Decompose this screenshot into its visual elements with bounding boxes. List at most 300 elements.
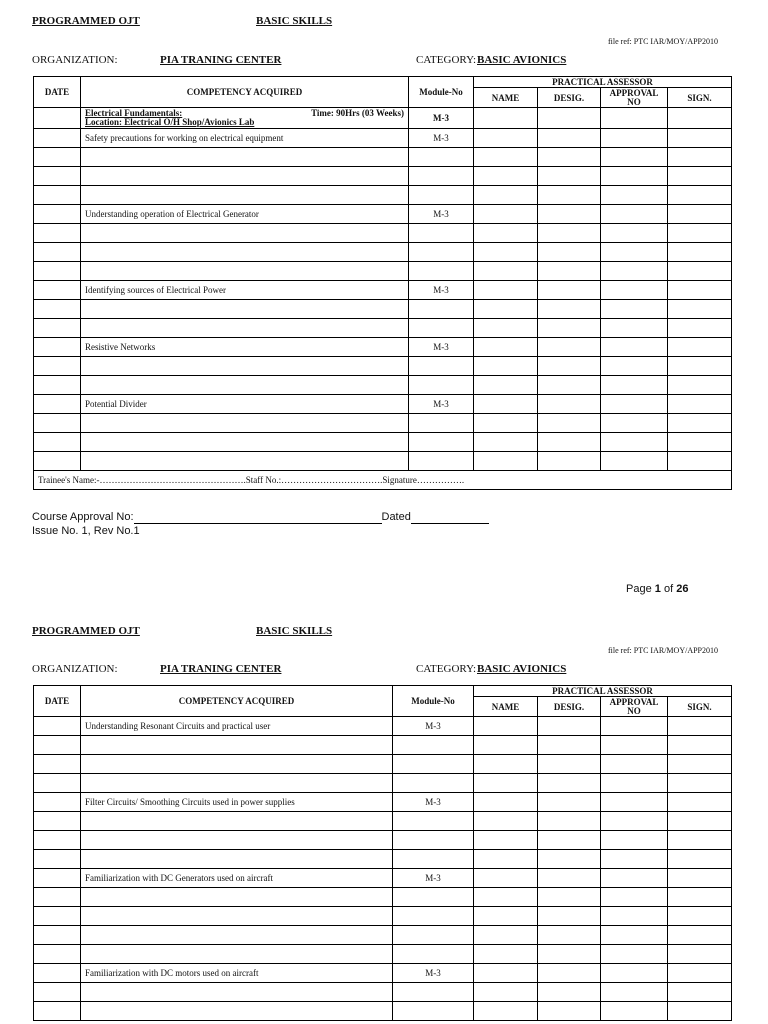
competency-cell: Potential Divider xyxy=(81,395,409,414)
signature-cell xyxy=(668,433,732,452)
date-cell xyxy=(34,186,81,205)
section-location: Location: Electrical O/H Shop/Avionics Lab xyxy=(85,117,255,127)
table-row xyxy=(34,148,732,167)
skills-title: BASIC SKILLS xyxy=(256,15,333,27)
signature-cell xyxy=(668,129,732,148)
competency-cell xyxy=(81,1002,393,1021)
date-cell xyxy=(34,224,81,243)
competency-cell xyxy=(81,850,393,869)
approval-no-cell xyxy=(601,869,668,888)
assessor-name-cell xyxy=(474,262,538,281)
module-cell xyxy=(393,983,474,1002)
module-cell xyxy=(393,774,474,793)
desig-header: DESIG. xyxy=(538,697,601,717)
file-reference: file ref: PTC IAR/MOY/APP2010 xyxy=(608,646,718,655)
assessor-header: PRACTICAL ASSESSOR xyxy=(474,686,732,697)
assessor-name-cell xyxy=(474,736,538,755)
module-cell xyxy=(409,243,474,262)
module-cell xyxy=(409,376,474,395)
competency-cell: Identifying sources of Electrical Power xyxy=(81,281,409,300)
module-header: Module-No xyxy=(409,77,474,108)
section-info xyxy=(81,108,409,129)
competency-cell: Familiarization with DC Generators used on aircraft xyxy=(81,869,393,888)
date-cell xyxy=(34,414,81,433)
assessor-desig-cell xyxy=(538,319,601,338)
signature-cell xyxy=(668,717,732,736)
date-cell xyxy=(34,945,81,964)
category-value: BASIC AVIONICS xyxy=(477,663,567,675)
assessor-name-cell xyxy=(474,793,538,812)
approval-no-cell xyxy=(601,357,668,376)
competency-cell xyxy=(81,319,409,338)
signature-cell xyxy=(668,205,732,224)
module-cell xyxy=(393,755,474,774)
competency-cell xyxy=(81,452,409,471)
approval-no-cell xyxy=(601,736,668,755)
competency-cell xyxy=(81,888,393,907)
competency-cell xyxy=(81,926,393,945)
competency-cell xyxy=(81,945,393,964)
signature-cell xyxy=(668,907,732,926)
assessor-desig-cell xyxy=(538,736,601,755)
assessor-name-cell xyxy=(474,964,538,983)
approval-no-cell xyxy=(601,983,668,1002)
module-cell xyxy=(409,262,474,281)
module-cell xyxy=(393,926,474,945)
desig-header: DESIG. xyxy=(538,88,601,108)
assessor-name-cell xyxy=(474,850,538,869)
competency-cell: Understanding operation of Electrical Generator xyxy=(81,205,409,224)
competency-header: COMPETENCY ACQUIRED xyxy=(81,77,409,108)
assessor-desig-cell xyxy=(538,148,601,167)
assessor-name-cell xyxy=(474,376,538,395)
date-cell xyxy=(34,357,81,376)
table-row xyxy=(34,129,732,148)
competency-cell xyxy=(81,376,409,395)
date-cell xyxy=(34,433,81,452)
assessor-desig-cell xyxy=(538,205,601,224)
approval-no-cell xyxy=(601,926,668,945)
date-cell xyxy=(34,262,81,281)
table-row xyxy=(34,243,732,262)
assessor-desig-cell xyxy=(538,1002,601,1021)
date-cell xyxy=(34,812,81,831)
module-cell xyxy=(393,831,474,850)
table-row xyxy=(34,926,732,945)
assessor-name-cell xyxy=(474,926,538,945)
program-title: PROGRAMMED OJT xyxy=(32,625,140,637)
module-cell xyxy=(409,414,474,433)
assessor-name-cell xyxy=(474,167,538,186)
table-row xyxy=(34,433,732,452)
module-cell: M-3 xyxy=(409,129,474,148)
module-cell xyxy=(409,167,474,186)
assessor-desig-cell xyxy=(538,793,601,812)
trainee-signature-line: Trainee's Name:-………………………………………….Staff No.:…………………………….Signature……………. xyxy=(34,471,732,490)
module-cell xyxy=(409,452,474,471)
assessor-desig-cell xyxy=(538,281,601,300)
assessor-name-cell xyxy=(474,243,538,262)
assessor-desig-cell xyxy=(538,774,601,793)
competency-cell xyxy=(81,167,409,186)
assessor-desig-cell xyxy=(538,869,601,888)
date-cell xyxy=(34,243,81,262)
assessor-name-cell xyxy=(474,148,538,167)
approval-no-cell xyxy=(601,945,668,964)
assessor-name-cell xyxy=(474,414,538,433)
date-cell xyxy=(34,983,81,1002)
approval-no-cell xyxy=(601,717,668,736)
section-module: M-3 xyxy=(409,108,474,129)
date-cell xyxy=(34,319,81,338)
module-cell xyxy=(393,1002,474,1021)
signature-cell xyxy=(668,888,732,907)
table-row xyxy=(34,338,732,357)
competency-cell: Safety precautions for working on electrical equipment xyxy=(81,129,409,148)
approval-no-cell xyxy=(601,167,668,186)
date-cell xyxy=(34,831,81,850)
table-row xyxy=(34,319,732,338)
signature-cell xyxy=(668,395,732,414)
competency-table xyxy=(33,76,732,490)
approval-no-cell xyxy=(601,262,668,281)
table-row xyxy=(34,736,732,755)
module-cell: M-3 xyxy=(409,205,474,224)
assessor-desig-cell xyxy=(538,262,601,281)
approval-no-cell xyxy=(601,281,668,300)
competency-cell xyxy=(81,224,409,243)
module-cell xyxy=(393,945,474,964)
module-cell: M-3 xyxy=(409,281,474,300)
approval-no-cell xyxy=(601,395,668,414)
table-row xyxy=(34,281,732,300)
competency-cell: Understanding Resonant Circuits and practical user xyxy=(81,717,393,736)
signature-cell xyxy=(668,338,732,357)
signature-cell xyxy=(668,243,732,262)
assessor-name-cell xyxy=(474,1002,538,1021)
assessor-name-cell xyxy=(474,205,538,224)
assessor-desig-cell xyxy=(538,452,601,471)
approval-no-cell xyxy=(601,755,668,774)
approval-no-cell xyxy=(601,414,668,433)
assessor-desig-cell xyxy=(538,300,601,319)
approval-no-cell xyxy=(601,376,668,395)
signature-cell xyxy=(668,414,732,433)
approval-no-cell xyxy=(601,224,668,243)
table-row xyxy=(34,945,732,964)
signature-cell xyxy=(668,148,732,167)
approval-no-cell xyxy=(601,831,668,850)
competency-cell xyxy=(81,433,409,452)
competency-table xyxy=(33,685,732,1021)
module-cell xyxy=(393,850,474,869)
date-cell xyxy=(34,281,81,300)
assessor-name-cell xyxy=(474,338,538,357)
table-row xyxy=(34,983,732,1002)
signature-cell xyxy=(668,983,732,1002)
table-row xyxy=(34,774,732,793)
table-row xyxy=(34,205,732,224)
approval-no-cell xyxy=(601,186,668,205)
module-cell xyxy=(409,224,474,243)
assessor-name-cell xyxy=(474,755,538,774)
date-cell xyxy=(34,793,81,812)
module-header: Module-No xyxy=(393,686,474,717)
table-row xyxy=(34,888,732,907)
competency-cell xyxy=(81,983,393,1002)
module-cell xyxy=(409,357,474,376)
course-approval-line xyxy=(32,511,489,524)
signature-cell xyxy=(668,1002,732,1021)
table-row xyxy=(34,357,732,376)
date-cell xyxy=(34,964,81,983)
program-title: PROGRAMMED OJT xyxy=(32,15,140,27)
signature-cell xyxy=(668,736,732,755)
assessor-desig-cell xyxy=(538,983,601,1002)
assessor-name-cell xyxy=(474,186,538,205)
module-cell xyxy=(409,148,474,167)
module-cell xyxy=(393,736,474,755)
date-cell xyxy=(34,148,81,167)
table-row xyxy=(34,452,732,471)
table-row xyxy=(34,224,732,243)
competency-cell: Filter Circuits/ Smoothing Circuits used in power supplies xyxy=(81,793,393,812)
competency-cell xyxy=(81,755,393,774)
assessor-desig-cell xyxy=(538,755,601,774)
name-header: NAME xyxy=(474,697,538,717)
assessor-desig-cell xyxy=(538,888,601,907)
assessor-desig-cell xyxy=(538,243,601,262)
assessor-name-cell xyxy=(474,888,538,907)
signature-cell xyxy=(668,945,732,964)
assessor-desig-cell xyxy=(538,414,601,433)
assessor-header: PRACTICAL ASSESSOR xyxy=(474,77,732,88)
assessor-desig-cell xyxy=(538,850,601,869)
table-row xyxy=(34,964,732,983)
competency-cell xyxy=(81,812,393,831)
signature-cell xyxy=(668,281,732,300)
file-reference: file ref: PTC IAR/MOY/APP2010 xyxy=(608,37,718,46)
signature-cell xyxy=(668,964,732,983)
signature-cell xyxy=(668,755,732,774)
date-cell xyxy=(34,376,81,395)
assessor-desig-cell xyxy=(538,395,601,414)
date-cell xyxy=(34,736,81,755)
date-header: DATE xyxy=(34,686,81,717)
signature-cell xyxy=(668,869,732,888)
approval-no-cell xyxy=(601,774,668,793)
assessor-desig-cell xyxy=(538,357,601,376)
page-number: Page 1 of 26 xyxy=(626,583,689,595)
assessor-desig-cell xyxy=(538,433,601,452)
module-cell: M-3 xyxy=(393,793,474,812)
signature-cell xyxy=(668,793,732,812)
signature-cell xyxy=(668,167,732,186)
approval-no-cell xyxy=(601,243,668,262)
assessor-name-cell xyxy=(474,945,538,964)
module-cell: M-3 xyxy=(393,964,474,983)
competency-cell xyxy=(81,831,393,850)
sign-header: SIGN. xyxy=(668,88,732,108)
signature-cell xyxy=(668,774,732,793)
table-row xyxy=(34,793,732,812)
category-value: BASIC AVIONICS xyxy=(477,54,567,66)
table-row xyxy=(34,262,732,281)
table-row xyxy=(34,1002,732,1021)
table-row xyxy=(34,831,732,850)
table-row xyxy=(34,812,732,831)
competency-cell: Resistive Networks xyxy=(81,338,409,357)
table-row xyxy=(34,755,732,774)
approval-header: APPROVAL NO xyxy=(601,88,668,108)
signature-cell xyxy=(668,262,732,281)
table-row xyxy=(34,395,732,414)
date-cell xyxy=(34,338,81,357)
assessor-name-cell xyxy=(474,717,538,736)
competency-cell xyxy=(81,414,409,433)
date-cell xyxy=(34,300,81,319)
module-cell: M-3 xyxy=(409,338,474,357)
assessor-desig-cell xyxy=(538,186,601,205)
assessor-name-cell xyxy=(474,281,538,300)
module-cell xyxy=(409,433,474,452)
signature-cell xyxy=(668,831,732,850)
module-cell: M-3 xyxy=(393,717,474,736)
module-cell xyxy=(393,888,474,907)
assessor-name-cell xyxy=(474,224,538,243)
assessor-name-cell xyxy=(474,319,538,338)
module-cell xyxy=(409,319,474,338)
approval-no-cell xyxy=(601,907,668,926)
date-cell xyxy=(34,888,81,907)
assessor-desig-cell xyxy=(538,224,601,243)
assessor-name-cell xyxy=(474,983,538,1002)
date-cell xyxy=(34,926,81,945)
assessor-name-cell xyxy=(474,831,538,850)
assessor-desig-cell xyxy=(538,964,601,983)
signature-cell xyxy=(668,357,732,376)
date-cell xyxy=(34,452,81,471)
assessor-name-cell xyxy=(474,774,538,793)
module-cell xyxy=(409,186,474,205)
table-row xyxy=(34,850,732,869)
date-cell xyxy=(34,167,81,186)
competency-cell xyxy=(81,774,393,793)
dated-label: Dated xyxy=(381,511,411,523)
assessor-desig-cell xyxy=(538,129,601,148)
table-row xyxy=(34,907,732,926)
assessor-desig-cell xyxy=(538,338,601,357)
name-header: NAME xyxy=(474,88,538,108)
assessor-desig-cell xyxy=(538,945,601,964)
approval-no-cell xyxy=(601,319,668,338)
date-cell xyxy=(34,1002,81,1021)
organization-value: PIA TRANING CENTER xyxy=(160,54,282,66)
approval-no-cell xyxy=(601,452,668,471)
category-label: CATEGORY: xyxy=(416,54,477,66)
date-cell xyxy=(34,755,81,774)
competency-cell xyxy=(81,300,409,319)
competency-cell xyxy=(81,148,409,167)
table-row xyxy=(34,167,732,186)
date-cell xyxy=(34,395,81,414)
assessor-desig-cell xyxy=(538,167,601,186)
signature-cell xyxy=(668,186,732,205)
assessor-desig-cell xyxy=(538,717,601,736)
approval-no-cell xyxy=(601,793,668,812)
assessor-name-cell xyxy=(474,395,538,414)
date-cell xyxy=(34,205,81,224)
table-row xyxy=(34,186,732,205)
assessor-desig-cell xyxy=(538,907,601,926)
signature-cell xyxy=(668,812,732,831)
assessor-name-cell xyxy=(474,907,538,926)
signature-cell xyxy=(668,376,732,395)
signature-cell xyxy=(668,300,732,319)
date-cell xyxy=(34,717,81,736)
date-cell xyxy=(34,907,81,926)
table-row xyxy=(34,300,732,319)
date-header: DATE xyxy=(34,77,81,108)
date-cell xyxy=(34,129,81,148)
section-title: Electrical Fundamentals: xyxy=(85,108,183,118)
approval-no-cell xyxy=(601,964,668,983)
table-row xyxy=(34,376,732,395)
date-cell xyxy=(34,850,81,869)
assessor-name-cell xyxy=(474,300,538,319)
signature-cell xyxy=(668,319,732,338)
approval-no-cell xyxy=(601,850,668,869)
approval-no-cell xyxy=(601,338,668,357)
approval-no-cell xyxy=(601,433,668,452)
organization-label: ORGANIZATION: xyxy=(32,663,118,675)
assessor-desig-cell xyxy=(538,926,601,945)
module-cell: M-3 xyxy=(409,395,474,414)
assessor-desig-cell xyxy=(538,831,601,850)
assessor-desig-cell xyxy=(538,812,601,831)
approval-no-cell xyxy=(601,129,668,148)
competency-cell xyxy=(81,243,409,262)
module-cell: M-3 xyxy=(393,869,474,888)
date-cell xyxy=(34,869,81,888)
table-row xyxy=(34,717,732,736)
competency-cell xyxy=(81,736,393,755)
assessor-name-cell xyxy=(474,357,538,376)
approval-no-cell xyxy=(601,1002,668,1021)
category-label: CATEGORY: xyxy=(416,663,477,675)
section-header-row xyxy=(34,108,732,129)
module-cell xyxy=(409,300,474,319)
assessor-name-cell xyxy=(474,869,538,888)
approval-no-cell xyxy=(601,205,668,224)
organization-label: ORGANIZATION: xyxy=(32,54,118,66)
approval-no-cell xyxy=(601,300,668,319)
assessor-name-cell xyxy=(474,812,538,831)
assessor-name-cell xyxy=(474,452,538,471)
course-approval-label: Course Approval No: xyxy=(32,511,134,523)
assessor-name-cell xyxy=(474,129,538,148)
table-row xyxy=(34,869,732,888)
signature-cell xyxy=(668,850,732,869)
organization-value: PIA TRANING CENTER xyxy=(160,663,282,675)
section-time: Time: 90Hrs (03 Weeks) xyxy=(311,108,404,118)
assessor-name-cell xyxy=(474,433,538,452)
competency-cell: Familiarization with DC motors used on aircraft xyxy=(81,964,393,983)
date-cell xyxy=(34,774,81,793)
competency-cell xyxy=(81,262,409,281)
signature-cell xyxy=(668,224,732,243)
assessor-desig-cell xyxy=(538,376,601,395)
